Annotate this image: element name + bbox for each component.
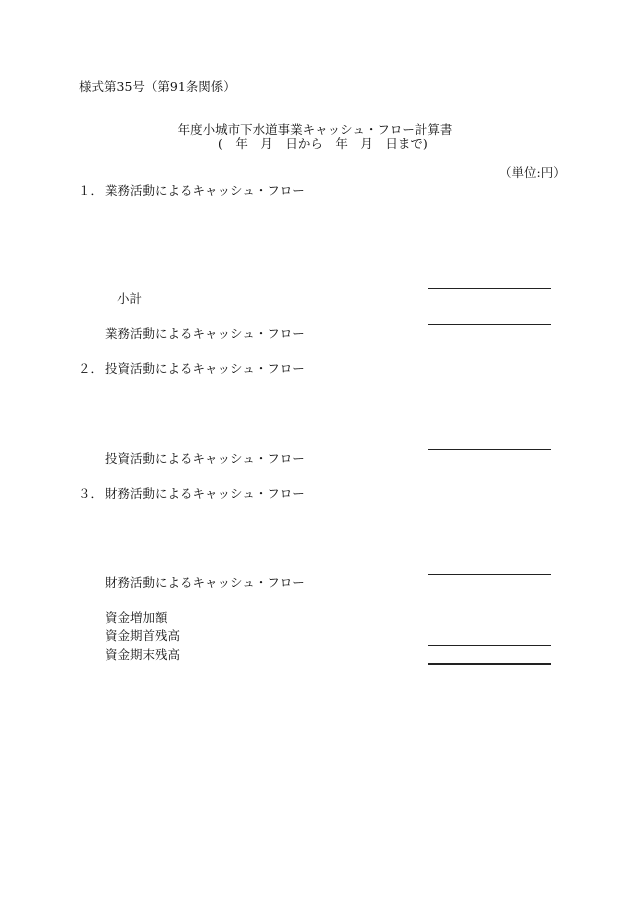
section-1-subtotal: 小計	[117, 291, 143, 306]
fund-beginning: 資金期首残高	[105, 628, 181, 643]
section-2-total: 投資活動によるキャッシュ・フロー	[105, 451, 305, 466]
form-number: 様式第35号（第91条関係）	[79, 79, 236, 94]
section-3-heading: 財務活動によるキャッシュ・フロー	[105, 486, 305, 501]
double-rule-ending	[428, 663, 551, 665]
document-title: 年度小城市下水道事業キャッシュ・フロー計算書	[177, 122, 453, 137]
section-3-number: ３．	[78, 486, 104, 501]
section-1-heading: 業務活動によるキャッシュ・フロー	[105, 183, 305, 198]
unit-label: （単位:円）	[499, 165, 566, 180]
section-1-total: 業務活動によるキャッシュ・フロー	[105, 326, 305, 341]
rule-section-3-total	[428, 574, 551, 575]
section-2-heading: 投資活動によるキャッシュ・フロー	[105, 361, 305, 376]
section-1-number: １．	[78, 183, 104, 198]
section-3-total: 財務活動によるキャッシュ・フロー	[105, 575, 305, 590]
section-2-number: ２．	[78, 361, 104, 376]
fund-ending: 資金期末残高	[105, 647, 181, 662]
rule-section-2-total	[428, 449, 551, 450]
period-line: ( 年 月 日から 年 月 日まで)	[218, 136, 428, 151]
rule-section-1-total	[428, 324, 551, 325]
fund-increase: 資金増加額	[105, 610, 168, 625]
rule-before-ending	[428, 645, 551, 646]
rule-before-subtotal	[428, 288, 551, 289]
